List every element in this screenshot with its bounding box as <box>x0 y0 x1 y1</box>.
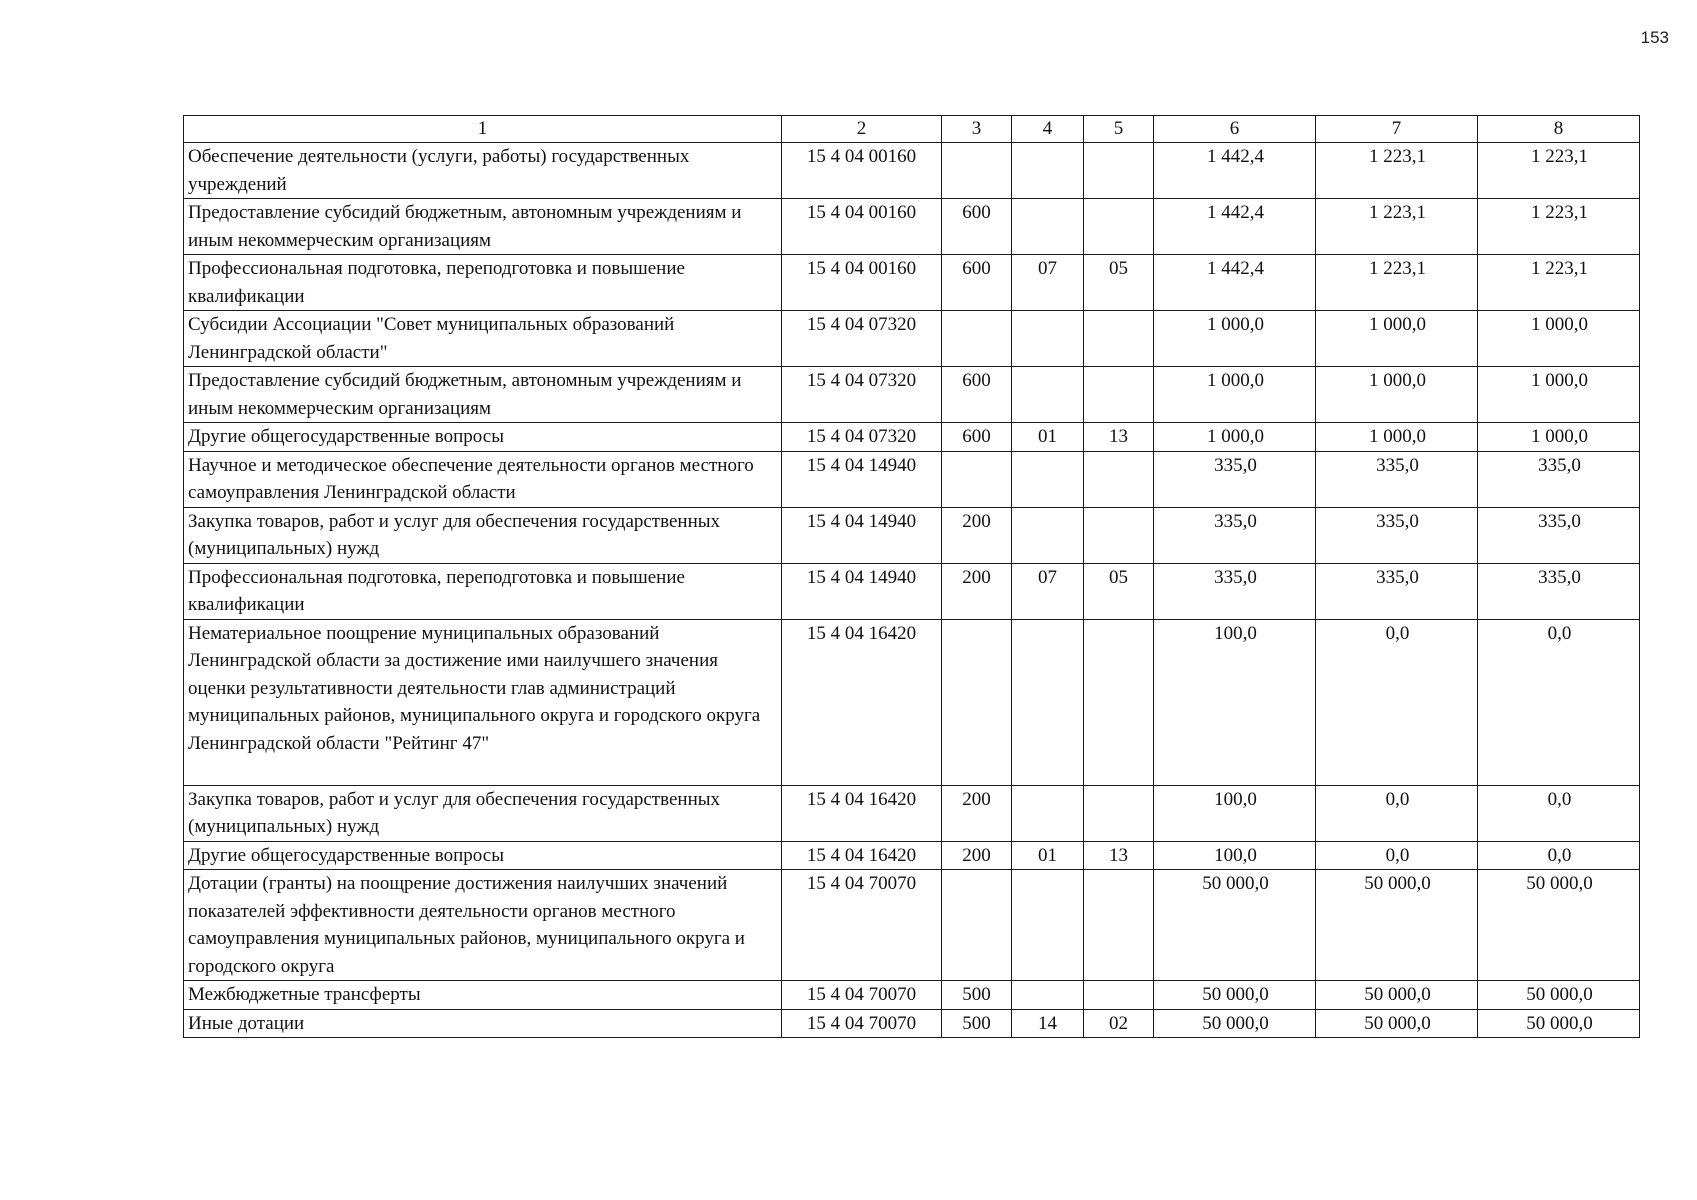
cell-amount-col6: 335,0 <box>1154 451 1316 507</box>
table-row <box>184 143 1640 199</box>
cell-section <box>1012 507 1084 563</box>
cell-amount-col6: 50 000,0 <box>1154 870 1316 981</box>
cell-target-article: 15 4 04 16420 <box>782 841 942 870</box>
cell-amount-col7: 50 000,0 <box>1316 870 1478 981</box>
cell-amount-col7: 1 000,0 <box>1316 423 1478 452</box>
table-row <box>184 199 1640 255</box>
cell-expense-type: 200 <box>942 841 1012 870</box>
table-row <box>184 311 1640 367</box>
cell-section <box>1012 367 1084 423</box>
cell-amount-col8: 1 000,0 <box>1478 423 1640 452</box>
cell-subsection <box>1084 199 1154 255</box>
table-row <box>184 841 1640 870</box>
cell-amount-col8: 1 223,1 <box>1478 255 1640 311</box>
cell-amount-col8: 335,0 <box>1478 563 1640 619</box>
table-row <box>184 367 1640 423</box>
cell-section: 14 <box>1012 1009 1084 1038</box>
cell-subsection: 13 <box>1084 423 1154 452</box>
cell-subsection: 05 <box>1084 563 1154 619</box>
column-header: 4 <box>1012 116 1084 143</box>
cell-name: Обеспечение деятельности (услуги, работы) государственных учреждений <box>184 143 782 199</box>
cell-name: Другие общегосударственные вопросы <box>184 423 782 452</box>
cell-amount-col6: 100,0 <box>1154 841 1316 870</box>
cell-target-article: 15 4 04 00160 <box>782 143 942 199</box>
cell-amount-col7: 50 000,0 <box>1316 981 1478 1010</box>
cell-amount-col7: 1 223,1 <box>1316 199 1478 255</box>
column-header: 3 <box>942 116 1012 143</box>
cell-target-article: 15 4 04 16420 <box>782 619 942 785</box>
table-row <box>184 507 1640 563</box>
table-row <box>184 451 1640 507</box>
table-body <box>184 143 1640 1038</box>
column-header: 7 <box>1316 116 1478 143</box>
cell-name: Научное и методическое обеспечение деятельности органов местного самоуправления Ленинградской области <box>184 451 782 507</box>
cell-subsection <box>1084 367 1154 423</box>
cell-name: Закупка товаров, работ и услуг для обеспечения государственных (муниципальных) нужд <box>184 785 782 841</box>
column-header: 2 <box>782 116 942 143</box>
cell-expense-type: 600 <box>942 367 1012 423</box>
column-header: 1 <box>184 116 782 143</box>
cell-amount-col6: 1 000,0 <box>1154 423 1316 452</box>
cell-section <box>1012 785 1084 841</box>
cell-expense-type: 500 <box>942 1009 1012 1038</box>
cell-target-article: 15 4 04 07320 <box>782 367 942 423</box>
cell-target-article: 15 4 04 07320 <box>782 423 942 452</box>
cell-section <box>1012 870 1084 981</box>
cell-subsection <box>1084 785 1154 841</box>
cell-target-article: 15 4 04 00160 <box>782 199 942 255</box>
cell-subsection: 13 <box>1084 841 1154 870</box>
cell-section: 07 <box>1012 255 1084 311</box>
cell-name: Предоставление субсидий бюджетным, автономным учреждениям и иным некоммерческим организациям <box>184 367 782 423</box>
cell-amount-col6: 335,0 <box>1154 563 1316 619</box>
cell-name: Предоставление субсидий бюджетным, автономным учреждениям и иным некоммерческим организациям <box>184 199 782 255</box>
table-row <box>184 870 1640 981</box>
cell-amount-col8: 1 223,1 <box>1478 199 1640 255</box>
cell-section: 07 <box>1012 563 1084 619</box>
cell-amount-col6: 100,0 <box>1154 619 1316 785</box>
cell-name: Профессиональная подготовка, переподготовка и повышение квалификации <box>184 563 782 619</box>
cell-name: Иные дотации <box>184 1009 782 1038</box>
cell-target-article: 15 4 04 70070 <box>782 1009 942 1038</box>
table-row <box>184 619 1640 785</box>
cell-amount-col7: 1 000,0 <box>1316 367 1478 423</box>
cell-name: Межбюджетные трансферты <box>184 981 782 1010</box>
cell-amount-col8: 50 000,0 <box>1478 870 1640 981</box>
cell-expense-type <box>942 619 1012 785</box>
cell-expense-type <box>942 870 1012 981</box>
cell-expense-type: 600 <box>942 423 1012 452</box>
cell-amount-col8: 50 000,0 <box>1478 1009 1640 1038</box>
cell-target-article: 15 4 04 00160 <box>782 255 942 311</box>
table-row <box>184 1009 1640 1038</box>
cell-amount-col8: 50 000,0 <box>1478 981 1640 1010</box>
cell-target-article: 15 4 04 70070 <box>782 981 942 1010</box>
cell-subsection: 02 <box>1084 1009 1154 1038</box>
cell-target-article: 15 4 04 14940 <box>782 563 942 619</box>
cell-amount-col8: 0,0 <box>1478 841 1640 870</box>
cell-name: Нематериальное поощрение муниципальных образований Ленинградской области за достижение ими наилучшего значения оценки результативности деятельности глав администраций муниципальных районов, муниципального округа и городского округа Ленинградской области "Рейтинг 47" <box>184 619 782 785</box>
cell-target-article: 15 4 04 16420 <box>782 785 942 841</box>
cell-name: Закупка товаров, работ и услуг для обеспечения государственных (муниципальных) нужд <box>184 507 782 563</box>
cell-expense-type <box>942 311 1012 367</box>
table-row <box>184 563 1640 619</box>
table-row <box>184 255 1640 311</box>
cell-amount-col6: 50 000,0 <box>1154 1009 1316 1038</box>
cell-expense-type: 200 <box>942 563 1012 619</box>
cell-amount-col7: 335,0 <box>1316 507 1478 563</box>
cell-amount-col8: 1 000,0 <box>1478 367 1640 423</box>
cell-name: Другие общегосударственные вопросы <box>184 841 782 870</box>
cell-amount-col6: 50 000,0 <box>1154 981 1316 1010</box>
cell-amount-col8: 0,0 <box>1478 619 1640 785</box>
cell-section <box>1012 619 1084 785</box>
cell-section <box>1012 451 1084 507</box>
cell-target-article: 15 4 04 14940 <box>782 451 942 507</box>
cell-amount-col7: 0,0 <box>1316 841 1478 870</box>
table-row <box>184 981 1640 1010</box>
cell-amount-col7: 335,0 <box>1316 451 1478 507</box>
cell-subsection <box>1084 619 1154 785</box>
cell-target-article: 15 4 04 14940 <box>782 507 942 563</box>
cell-amount-col8: 0,0 <box>1478 785 1640 841</box>
cell-amount-col6: 100,0 <box>1154 785 1316 841</box>
cell-subsection <box>1084 870 1154 981</box>
cell-amount-col7: 1 223,1 <box>1316 143 1478 199</box>
cell-section <box>1012 311 1084 367</box>
cell-section <box>1012 143 1084 199</box>
cell-name: Дотации (гранты) на поощрение достижения наилучших значений показателей эффективности деятельности органов местного самоуправления муниципальных районов, муниципального округа и городского округа <box>184 870 782 981</box>
cell-amount-col7: 1 223,1 <box>1316 255 1478 311</box>
cell-name: Профессиональная подготовка, переподготовка и повышение квалификации <box>184 255 782 311</box>
cell-expense-type: 200 <box>942 507 1012 563</box>
cell-expense-type: 600 <box>942 199 1012 255</box>
table-header-row <box>184 116 1640 143</box>
budget-table <box>183 115 1640 1038</box>
page-number: 153 <box>1640 28 1669 47</box>
cell-subsection <box>1084 981 1154 1010</box>
column-header: 5 <box>1084 116 1154 143</box>
cell-section <box>1012 199 1084 255</box>
cell-subsection <box>1084 143 1154 199</box>
cell-section <box>1012 981 1084 1010</box>
column-header: 8 <box>1478 116 1640 143</box>
cell-section: 01 <box>1012 423 1084 452</box>
cell-subsection: 05 <box>1084 255 1154 311</box>
cell-amount-col8: 1 223,1 <box>1478 143 1640 199</box>
column-header: 6 <box>1154 116 1316 143</box>
table-row <box>184 785 1640 841</box>
cell-name: Субсидии Ассоциации "Совет муниципальных образований Ленинградской области" <box>184 311 782 367</box>
cell-subsection <box>1084 311 1154 367</box>
cell-expense-type <box>942 451 1012 507</box>
cell-section: 01 <box>1012 841 1084 870</box>
cell-expense-type <box>942 143 1012 199</box>
cell-amount-col8: 335,0 <box>1478 507 1640 563</box>
cell-amount-col7: 0,0 <box>1316 785 1478 841</box>
cell-amount-col8: 335,0 <box>1478 451 1640 507</box>
cell-amount-col6: 1 000,0 <box>1154 367 1316 423</box>
cell-target-article: 15 4 04 70070 <box>782 870 942 981</box>
cell-expense-type: 200 <box>942 785 1012 841</box>
cell-subsection <box>1084 451 1154 507</box>
table-row <box>184 423 1640 452</box>
cell-amount-col6: 1 000,0 <box>1154 311 1316 367</box>
cell-subsection <box>1084 507 1154 563</box>
cell-amount-col7: 1 000,0 <box>1316 311 1478 367</box>
cell-amount-col6: 335,0 <box>1154 507 1316 563</box>
cell-expense-type: 600 <box>942 255 1012 311</box>
cell-amount-col7: 0,0 <box>1316 619 1478 785</box>
cell-target-article: 15 4 04 07320 <box>782 311 942 367</box>
cell-amount-col7: 335,0 <box>1316 563 1478 619</box>
cell-amount-col7: 50 000,0 <box>1316 1009 1478 1038</box>
cell-amount-col8: 1 000,0 <box>1478 311 1640 367</box>
cell-amount-col6: 1 442,4 <box>1154 255 1316 311</box>
cell-expense-type: 500 <box>942 981 1012 1010</box>
cell-amount-col6: 1 442,4 <box>1154 199 1316 255</box>
cell-amount-col6: 1 442,4 <box>1154 143 1316 199</box>
